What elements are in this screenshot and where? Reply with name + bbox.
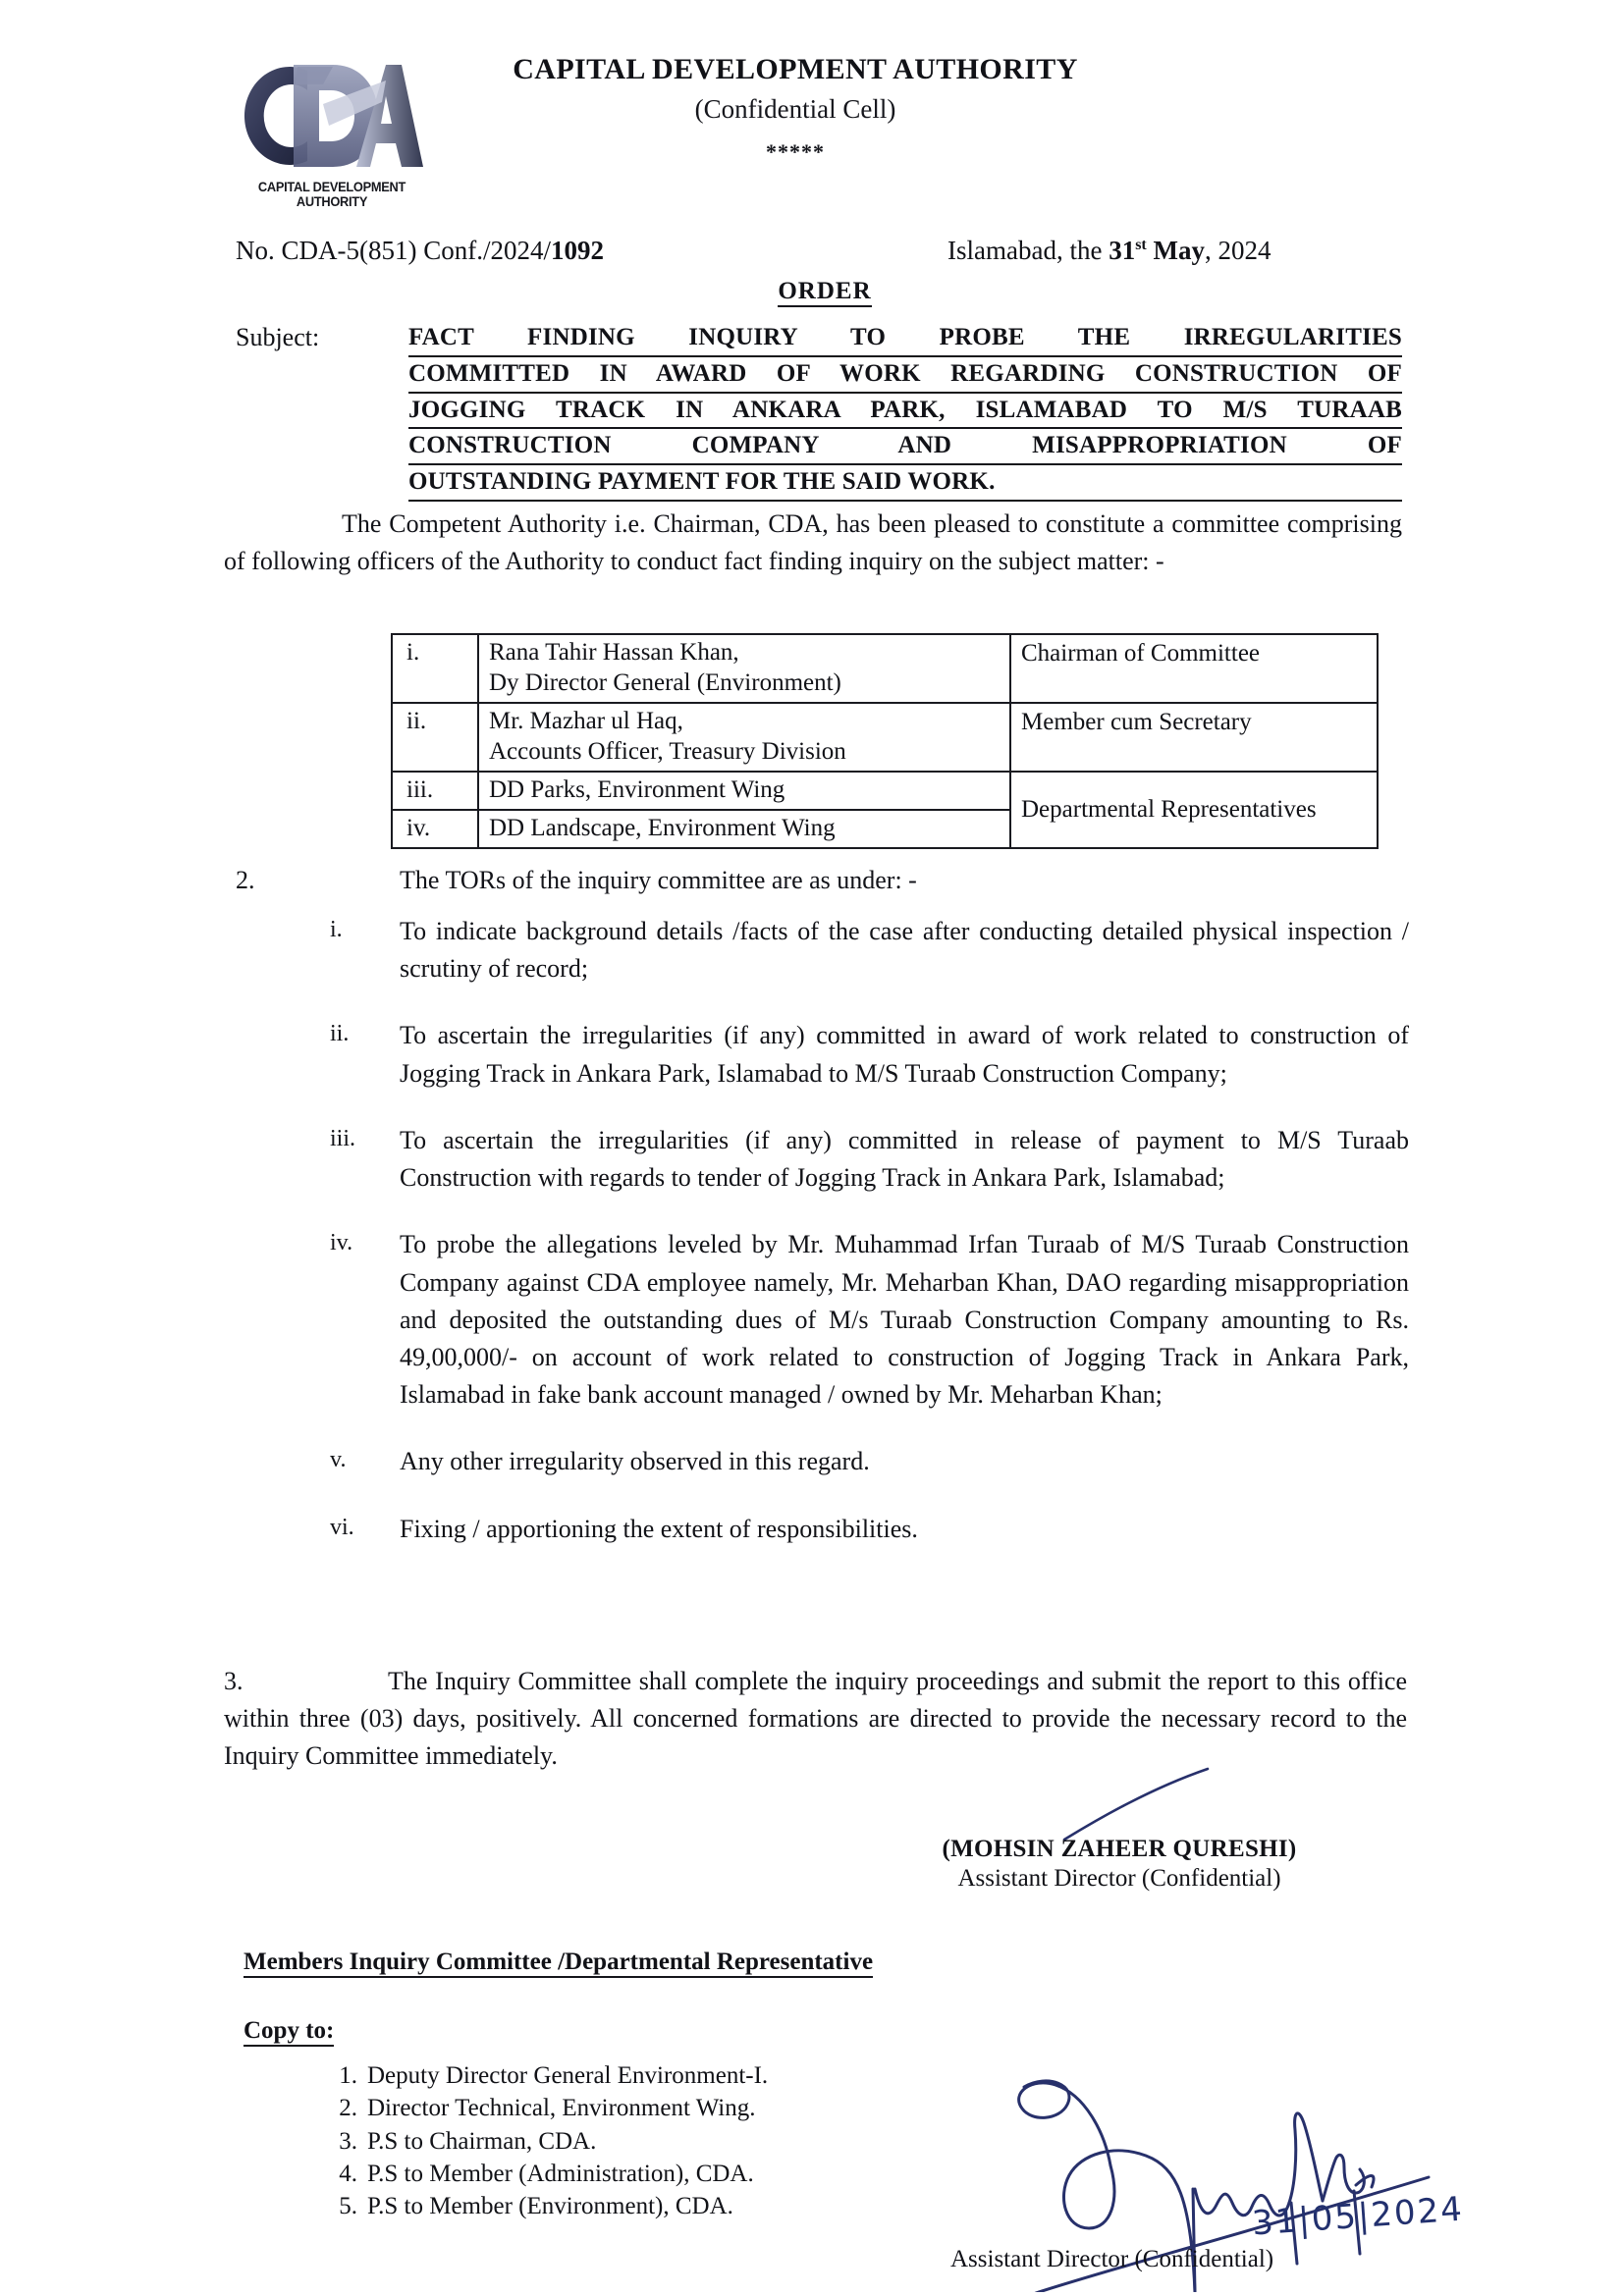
list-item-index: 2.	[339, 2095, 357, 2122]
list-item-index: 3.	[339, 2127, 357, 2155]
subject-line: OUTSTANDING PAYMENT FOR THE SAID WORK.	[408, 465, 1402, 502]
member-role: Chairman of Committee	[1010, 634, 1378, 703]
section-number: 3.	[224, 1667, 243, 1695]
tor-item-text: Any other irregularity observed in this regard.	[400, 1447, 870, 1476]
members-committee-heading: Members Inquiry Committee /Departmental Representative	[243, 1949, 873, 1976]
tor-item-text: To indicate background details /facts of the case after conducting detailed physical inspection / scrutiny of record;	[400, 917, 1409, 984]
cda-logo	[239, 51, 425, 208]
member-role: Member cum Secretary	[1010, 703, 1378, 772]
bottom-signature-caption: Assistant Director (Confidential)	[950, 2246, 1274, 2272]
date-day-suffix: st	[1135, 237, 1147, 253]
tor-item-text: To probe the allegations leveled by Mr. Muhammad Irfan Turaab of M/S Turaab Construction Company against CDA employee namely, Mr. Meharban Khan, DAO regarding misappropriation and deposited the outstanding dues of M/s Turaab Construction Company amounting to Rs. 49,00,000/- on account of work related to construction of Jogging Track in Ankara Park, Islamabad in fake bank account managed / owned by Mr. Meharban Khan;	[400, 1230, 1409, 1410]
signatory-name: (MOHSIN ZAHEER QURESHI)	[942, 1836, 1297, 1862]
letterhead	[0, 33, 1623, 220]
member-name: DD Landscape, Environment Wing	[478, 810, 1010, 848]
tor-item	[236, 913, 1409, 988]
organization-title: CAPITAL DEVELOPMENT AUTHORITY	[513, 53, 1078, 85]
list-item-index: 4.	[339, 2160, 357, 2187]
list-item-text: P.S to Chairman, CDA.	[367, 2127, 597, 2155]
tor-item	[236, 1443, 1409, 1480]
table-row	[392, 772, 1378, 810]
member-name: DD Parks, Environment Wing	[478, 772, 1010, 810]
list-item-text: P.S to Member (Administration), CDA.	[367, 2160, 754, 2187]
handwritten-date: 31|05|2024	[1250, 2189, 1466, 2244]
tor-item-number: ii.	[330, 1021, 350, 1047]
row-number: iv.	[392, 810, 478, 848]
subject-label: Subject:	[236, 323, 320, 351]
signatory-title: Assistant Director (Confidential)	[957, 1865, 1281, 1892]
closing-paragraph	[224, 1663, 1407, 1775]
tor-item-number: v.	[330, 1447, 347, 1473]
tor-item-number: iv.	[330, 1230, 353, 1256]
tor-item	[236, 1226, 1409, 1414]
copy-to-heading: Copy to:	[243, 2017, 334, 2045]
tor-item	[236, 1017, 1409, 1092]
star-divider: *****	[766, 139, 825, 164]
copy-to-list	[324, 2059, 1011, 2222]
tor-lead-paragraph	[236, 862, 1404, 899]
section-number: 2.	[236, 866, 255, 894]
tor-item-text: Fixing / apportioning the extent of responsibilities.	[400, 1514, 918, 1543]
list-item-index: 1.	[339, 2062, 357, 2089]
tor-item	[236, 1511, 1409, 1548]
list-item	[324, 2158, 1011, 2190]
table-row	[392, 634, 1378, 703]
order-heading: ORDER	[236, 278, 1414, 305]
tor-item-text: To ascertain the irregularities (if any) committed in award of work related to construction of Jogging Track in Ankara Park, Islamabad to M/S Turaab Construction Company;	[400, 1021, 1409, 1088]
intro-paragraph: The Competent Authority i.e. Chairman, CDA, has been pleased to constitute a committee comprising of following officers of the Authority to conduct fact finding inquiry on the subject matter: -	[224, 509, 1402, 575]
list-item-text: P.S to Member (Environment), CDA.	[367, 2193, 733, 2219]
reference-number	[236, 236, 604, 266]
committee-table	[391, 633, 1379, 849]
tor-list	[236, 913, 1409, 1577]
reference-line	[236, 236, 1414, 275]
signature-block	[844, 1836, 1394, 1893]
tor-item-text: To ascertain the irregularities (if any) committed in release of payment to M/S Turaab Construction with regards to tender of Jogging Track in Ankara Park, Islamabad;	[400, 1125, 1409, 1193]
subject-line: COMMITTED IN AWARD OF WORK REGARDING CONSTRUCTION OF	[408, 357, 1402, 394]
tor-item-number: iii.	[330, 1125, 356, 1151]
tor-item-number: vi.	[330, 1514, 354, 1540]
subject-line: CONSTRUCTION COMPANY AND MISAPPROPRIATION OF	[408, 429, 1402, 465]
member-role: Departmental Representatives	[1010, 772, 1378, 848]
row-number: iii.	[392, 772, 478, 810]
signature-stroke-icon	[1060, 1767, 1217, 1845]
date-month: May	[1153, 236, 1205, 265]
date-year: , 2024	[1205, 236, 1271, 265]
member-designation-line: Accounts Officer, Treasury Division	[489, 738, 846, 765]
table-row	[392, 703, 1378, 772]
place-prefix: Islamabad, the	[947, 236, 1109, 265]
list-item-text: Director Technical, Environment Wing.	[367, 2095, 756, 2122]
list-item-index: 5.	[339, 2193, 357, 2219]
list-item-text: Deputy Director General Environment-I.	[367, 2062, 769, 2089]
row-number: i.	[392, 634, 478, 703]
subject-text	[408, 321, 1402, 502]
member-designation-line: Dy Director General (Environment)	[489, 669, 841, 696]
subject-line: JOGGING TRACK IN ANKARA PARK, ISLAMABAD TO M/S TURAAB	[408, 394, 1402, 430]
organization-subtitle: (Confidential Cell)	[694, 94, 896, 124]
tor-item-number: i.	[330, 917, 343, 942]
list-item	[324, 2125, 1011, 2158]
cda-logo-mark	[239, 51, 425, 181]
section-text: The Inquiry Committee shall complete the inquiry proceedings and submit the report to this office within three (03) days, positively. All concerned formations are directed to provide the necessary record to the Inquiry Committee immediately.	[224, 1667, 1407, 1770]
list-item	[324, 2092, 1011, 2124]
member-name-line: Rana Tahir Hassan Khan,	[489, 639, 739, 666]
row-number: ii.	[392, 703, 478, 772]
section-text: The TORs of the inquiry committee are as under: -	[400, 866, 917, 894]
tor-item	[236, 1122, 1409, 1197]
cda-monogram-icon	[239, 51, 425, 181]
list-item	[324, 2059, 1011, 2092]
member-name-line: Mr. Mazhar ul Haq,	[489, 708, 683, 734]
list-item	[324, 2190, 1011, 2222]
member-name	[478, 703, 1010, 772]
issue-date	[947, 236, 1271, 266]
date-day: 31	[1109, 236, 1136, 265]
reference-prefix: No. CDA-5(851) Conf./2024/	[236, 236, 551, 265]
member-name	[478, 634, 1010, 703]
reference-serial: 1092	[550, 236, 604, 265]
cda-logo-caption: CAPITAL DEVELOPMENT AUTHORITY	[257, 180, 406, 209]
subject-line: FACT FINDING INQUIRY TO PROBE THE IRREGULARITIES	[408, 321, 1402, 357]
